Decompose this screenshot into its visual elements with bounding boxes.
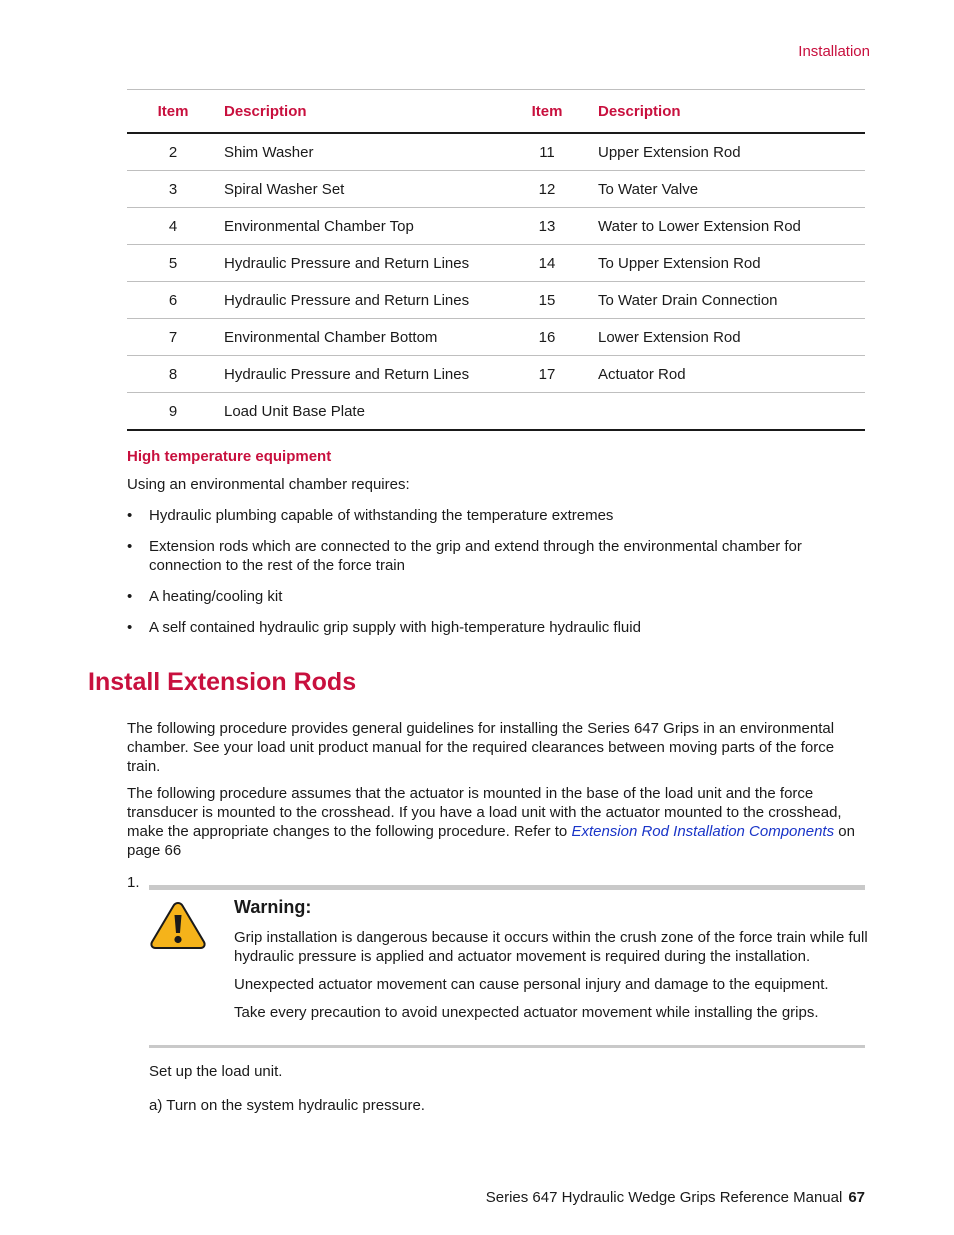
table-cell-description: Load Unit Base Plate bbox=[219, 393, 501, 431]
table-cell-description: Environmental Chamber Bottom bbox=[219, 319, 501, 356]
table-cell-item: 11 bbox=[501, 133, 593, 171]
running-header: Installation bbox=[798, 43, 870, 60]
list-item bbox=[127, 537, 847, 575]
list-item bbox=[127, 587, 847, 606]
list-item-text: Hydraulic plumbing capable of withstanding the temperature extremes bbox=[149, 507, 614, 524]
warning-top-rule bbox=[149, 885, 865, 890]
section-subheading: High temperature equipment bbox=[127, 448, 332, 465]
footer-title: Series 647 Hydraulic Wedge Grips Reference Manual bbox=[485, 1189, 843, 1206]
table-cell-description bbox=[593, 393, 865, 431]
table-cell-item: 6 bbox=[127, 282, 219, 319]
list-item-text: A self contained hydraulic grip supply with high-temperature hydraulic fluid bbox=[149, 619, 641, 636]
warning-text: Unexpected actuator movement can cause personal injury and damage to the equipment. bbox=[234, 976, 829, 993]
substep-text: a) Turn on the system hydraulic pressure. bbox=[149, 1097, 425, 1114]
table-cell-description: Spiral Washer Set bbox=[219, 171, 501, 208]
bullet-icon: • bbox=[127, 507, 133, 524]
table-header-description: Description bbox=[593, 90, 865, 134]
table-cell-item: 12 bbox=[501, 171, 593, 208]
table-cell-item: 15 bbox=[501, 282, 593, 319]
table-cell-item: 7 bbox=[127, 319, 219, 356]
table-cell-description: Lower Extension Rod bbox=[593, 319, 865, 356]
bullet-icon: • bbox=[127, 619, 133, 636]
list-item-text: A heating/cooling kit bbox=[149, 588, 283, 605]
cross-reference-link[interactable]: Extension Rod Installation Components bbox=[571, 823, 835, 840]
table-cell-description: Water to Lower Extension Rod bbox=[593, 208, 865, 245]
table-cell-item bbox=[501, 393, 593, 431]
table-cell-item: 16 bbox=[501, 319, 593, 356]
table-cell-item: 5 bbox=[127, 245, 219, 282]
paragraph: The following procedure provides general guidelines for installing the Series 647 Grips in an environmental chamber. See your load unit product manual for the required clearances between moving parts of the force train. bbox=[127, 720, 835, 775]
table-cell-description: Actuator Rod bbox=[593, 356, 865, 393]
table-row bbox=[127, 356, 865, 393]
paragraph-text-tail: on page 66 bbox=[127, 823, 855, 859]
list-item bbox=[127, 506, 847, 525]
table-header-item: Item bbox=[127, 90, 219, 134]
paragraph bbox=[127, 784, 869, 860]
table-cell-description: Hydraulic Pressure and Return Lines bbox=[219, 282, 501, 319]
bullet-icon: • bbox=[127, 538, 133, 555]
page-number: 67 bbox=[848, 1189, 865, 1206]
table-cell-item: 2 bbox=[127, 133, 219, 171]
paragraph-text: The following procedure assumes that the actuator is mounted in the base of the load unit and the force transducer is mounted to the crosshead. If you have a load unit with the actuator mounted to the crosshead, make the appropriate changes to the following procedure. Refer to bbox=[127, 785, 842, 840]
table-cell-item: 4 bbox=[127, 208, 219, 245]
table-row bbox=[127, 393, 865, 431]
table-cell-description: Environmental Chamber Top bbox=[219, 208, 501, 245]
step-number: 1. bbox=[127, 874, 140, 891]
table-cell-item: 8 bbox=[127, 356, 219, 393]
requirements-list bbox=[127, 506, 847, 649]
warning-text: Grip installation is dangerous because it occurs within the crush zone of the force train while full hydraulic pressure is applied and actuator movement is required during the installation. bbox=[234, 929, 868, 965]
warning-bottom-rule bbox=[149, 1045, 865, 1048]
step-text: Set up the load unit. bbox=[149, 1063, 283, 1080]
parts-table bbox=[127, 89, 865, 431]
table-cell-description: Shim Washer bbox=[219, 133, 501, 171]
warning-text: Take every precaution to avoid unexpected actuator movement while installing the grips. bbox=[234, 1004, 819, 1021]
table-cell-description: To Upper Extension Rod bbox=[593, 245, 865, 282]
intro-text: Using an environmental chamber requires: bbox=[127, 476, 410, 493]
list-item bbox=[127, 618, 847, 637]
table-header-item: Item bbox=[501, 90, 593, 134]
table-cell-item: 17 bbox=[501, 356, 593, 393]
table-row bbox=[127, 282, 865, 319]
table-cell-description: To Water Drain Connection bbox=[593, 282, 865, 319]
table-cell-item: 3 bbox=[127, 171, 219, 208]
warning-title: Warning: bbox=[234, 897, 312, 917]
table-cell-item: 9 bbox=[127, 393, 219, 431]
table-row bbox=[127, 171, 865, 208]
table-row bbox=[127, 133, 865, 171]
bullet-icon: • bbox=[127, 588, 133, 605]
page-footer bbox=[486, 1189, 865, 1206]
table-cell-description: Hydraulic Pressure and Return Lines bbox=[219, 356, 501, 393]
table-header-description: Description bbox=[219, 90, 501, 134]
warning-triangle-icon bbox=[149, 900, 207, 950]
table-cell-description: To Water Valve bbox=[593, 171, 865, 208]
table-row bbox=[127, 245, 865, 282]
table-row bbox=[127, 319, 865, 356]
table-cell-item: 14 bbox=[501, 245, 593, 282]
table-cell-item: 13 bbox=[501, 208, 593, 245]
list-item-text: Extension rods which are connected to the grip and extend through the environmental chamber for connection to the rest of the force train bbox=[149, 538, 802, 574]
table-row bbox=[127, 208, 865, 245]
table-cell-description: Hydraulic Pressure and Return Lines bbox=[219, 245, 501, 282]
section-heading: Install Extension Rods bbox=[88, 668, 357, 696]
table-cell-description: Upper Extension Rod bbox=[593, 133, 865, 171]
table-header-row bbox=[127, 90, 865, 134]
